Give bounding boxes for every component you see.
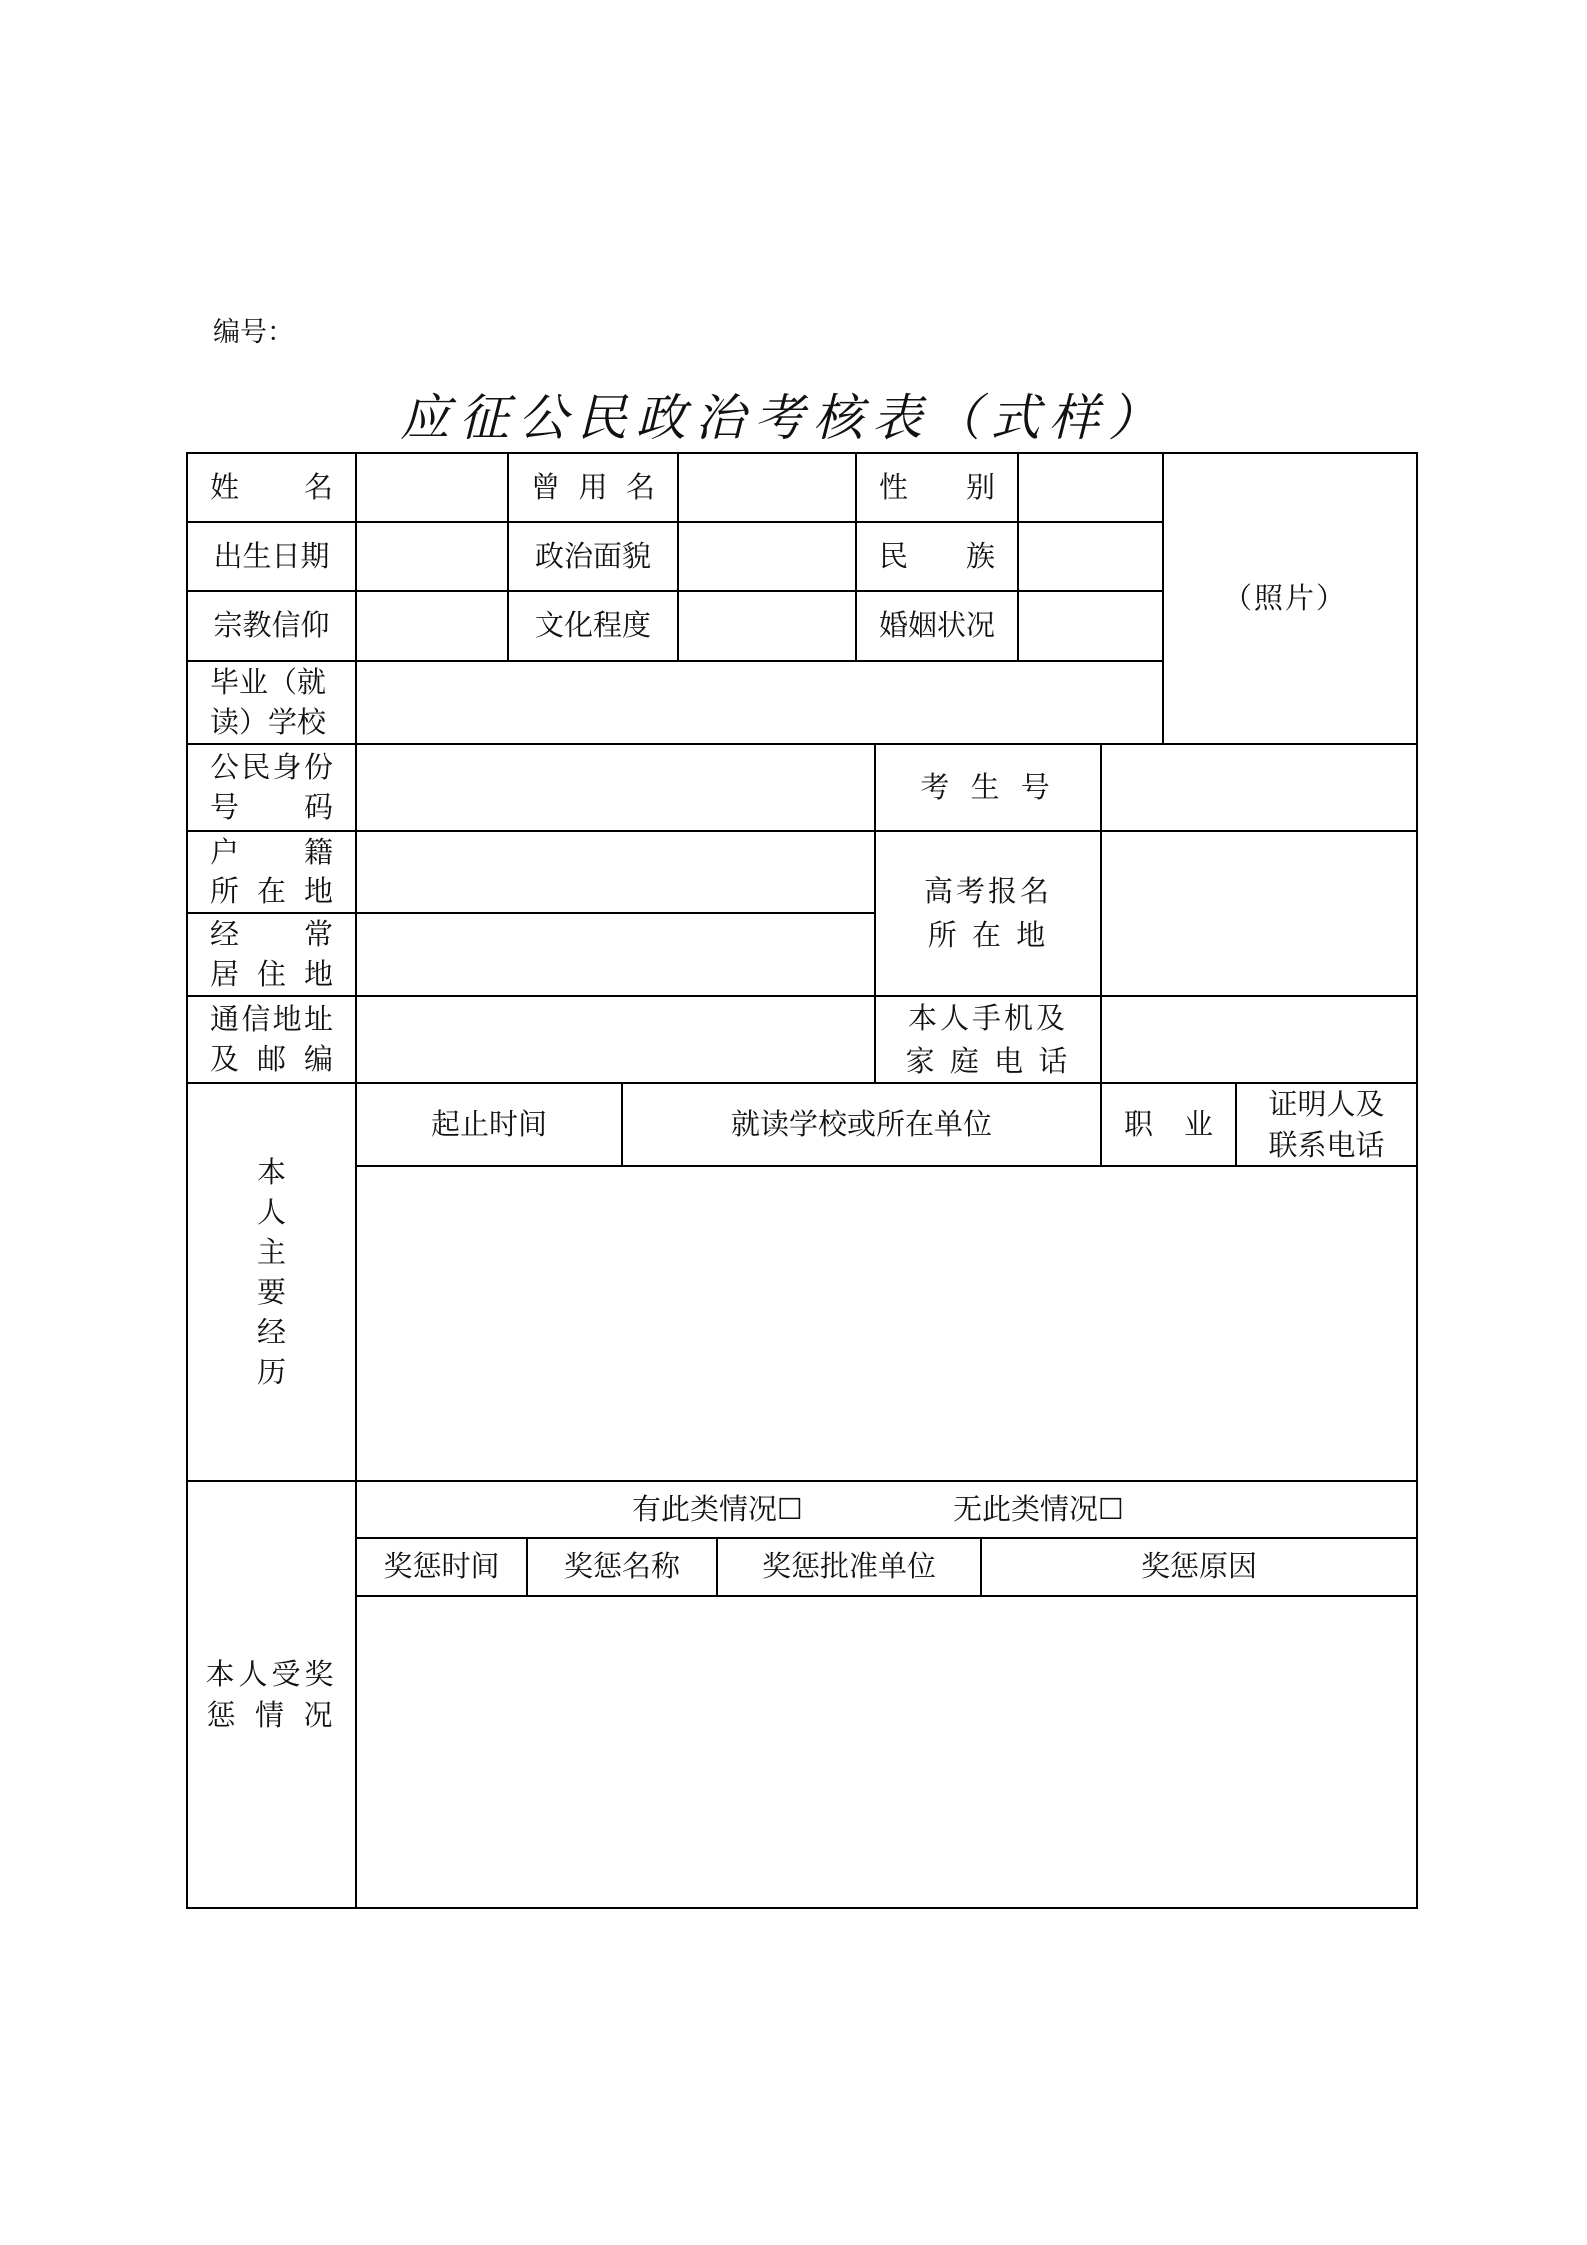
label-char: 信 — [241, 1002, 271, 1037]
label-char: 惩 — [206, 1697, 240, 1732]
label-char: 常 — [303, 917, 333, 952]
former-name-field[interactable] — [679, 454, 855, 521]
label-char: 身 — [272, 750, 302, 785]
gender-label: 性 别 — [879, 469, 995, 504]
school-field[interactable] — [357, 662, 1162, 743]
label-char: 在 — [256, 874, 286, 908]
label-char: 地 — [303, 956, 333, 991]
school-label: 毕业（就 读）学校 — [210, 665, 327, 739]
exam-location-label: 高考报名 所 在 地 — [923, 874, 1052, 952]
name-label: 姓 名 — [210, 469, 333, 504]
award-name-column-header: 奖惩名称 — [563, 1549, 680, 1584]
awards-label: 本人受奖 惩 情 况 — [188, 1482, 355, 1907]
label-char: 籍 — [303, 834, 333, 869]
label-char: 编 — [303, 1041, 333, 1076]
phone-field[interactable] — [1102, 997, 1416, 1082]
birth-date-field[interactable] — [357, 523, 507, 590]
awards-label-line2 — [207, 1695, 337, 1735]
award-time-column-header: 奖惩时间 — [383, 1549, 500, 1584]
period-column-header: 起止时间 — [430, 1106, 547, 1141]
political-status-field[interactable] — [679, 523, 855, 590]
label-char: 户 — [210, 834, 240, 869]
residence-field[interactable] — [357, 914, 874, 995]
has-awards-checkbox[interactable]: 有此类情况☐ — [632, 1491, 803, 1526]
name-field[interactable] — [357, 454, 507, 521]
photo-box: （照片） — [1222, 580, 1347, 615]
label-char: 码 — [303, 789, 333, 824]
label-char: 地 — [272, 1002, 302, 1037]
serial-number-label: 编号： — [213, 317, 294, 348]
exam-location-field[interactable] — [1102, 832, 1416, 995]
marital-status-field[interactable] — [1019, 592, 1162, 660]
experience-label: 本 人 主 要 经 历 — [256, 1154, 286, 1390]
household-label — [188, 832, 355, 912]
label-char: 邮 — [256, 1041, 286, 1076]
school-unit-column-header: 就读学校或所在单位 — [730, 1106, 992, 1141]
exam-number-label: 考 生 号 — [920, 769, 1056, 804]
awards-entries-area[interactable] — [357, 1597, 1416, 1907]
label-char: 民 — [241, 750, 271, 785]
address-field[interactable] — [357, 997, 874, 1082]
label-char: 经 — [210, 917, 240, 952]
label-char: 公 — [210, 750, 240, 785]
id-number-label — [188, 745, 355, 830]
label-char: 号 — [210, 789, 240, 824]
label-char: 通 — [210, 1002, 240, 1037]
no-awards-checkbox[interactable]: 无此类情况☐ — [953, 1491, 1124, 1526]
former-name-label: 曾 用 名 — [531, 469, 655, 504]
witness-column-header: 证明人及 联系电话 — [1268, 1087, 1385, 1162]
household-field[interactable] — [357, 832, 874, 912]
gender-field[interactable] — [1019, 454, 1162, 521]
label-char: 情 — [254, 1697, 288, 1732]
award-reason-column-header: 奖惩原因 — [1140, 1549, 1257, 1584]
address-label — [188, 997, 355, 1082]
residence-label — [188, 914, 355, 995]
label-char: 居 — [210, 956, 240, 991]
label-char: 份 — [303, 750, 333, 785]
id-number-field[interactable] — [357, 745, 874, 830]
education-label: 文化程度 — [534, 608, 651, 643]
political-status-label: 政治面貌 — [534, 538, 651, 573]
marital-status-label: 婚姻状况 — [878, 608, 995, 643]
experience-entries-area[interactable] — [357, 1167, 1416, 1480]
id-number-label-line2 — [210, 788, 333, 827]
occupation-column-header: 职 业 — [1124, 1106, 1213, 1141]
award-unit-column-header: 奖惩批准单位 — [761, 1549, 936, 1584]
awards-status-row — [357, 1482, 1416, 1537]
phone-label: 本人手机及 家 庭 电 话 — [905, 1001, 1071, 1078]
label-char: 所 — [210, 874, 240, 908]
ethnicity-label: 民 族 — [879, 538, 995, 573]
label-char: 及 — [210, 1041, 240, 1076]
religion-label: 宗教信仰 — [213, 608, 330, 643]
label-char: 址 — [303, 1002, 333, 1037]
education-field[interactable] — [679, 592, 855, 660]
religion-field[interactable] — [357, 592, 507, 660]
form-title: 应征公民政治考核表（式样） — [400, 389, 1167, 447]
exam-number-field[interactable] — [1102, 745, 1416, 830]
label-char: 地 — [303, 874, 333, 908]
label-char: 况 — [303, 1697, 337, 1732]
birth-date-label: 出生日期 — [213, 538, 330, 573]
label-char: 住 — [256, 956, 286, 991]
ethnicity-field[interactable] — [1019, 523, 1162, 590]
